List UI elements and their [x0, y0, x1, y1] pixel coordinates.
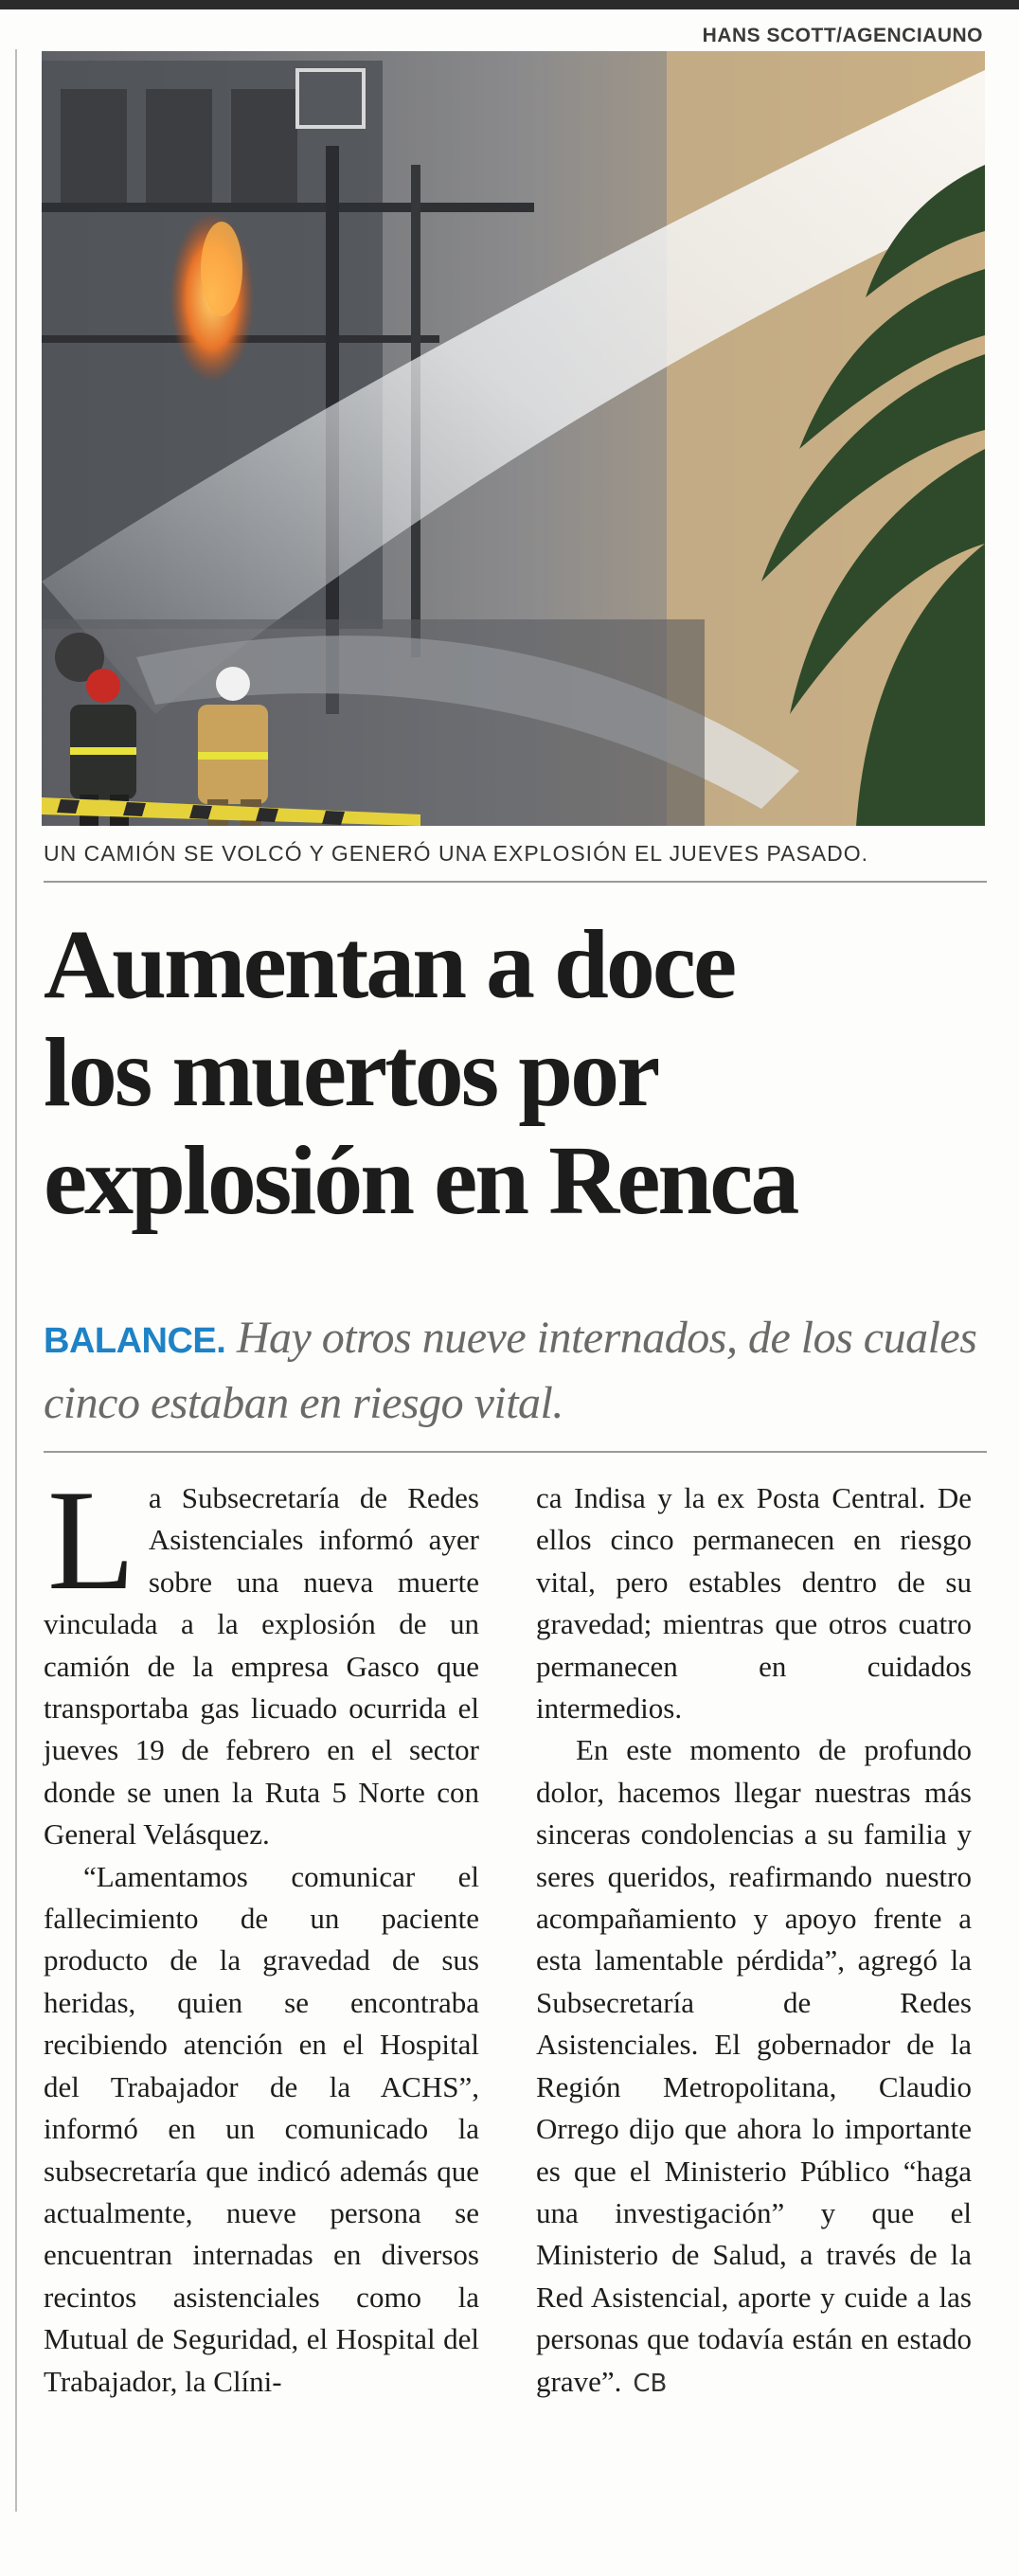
paragraph-text: En este momento de profundo dolor, hacemos llegar nuestras más sinceras condolencias a su familia y seres queridos, reafirmando nuestro acompañamiento y apoyo frente a esta lamentable pérdida”, agregó la Subsecretaría de Redes Asistenciales. El gobernador de la Región Metropolitana, Claudio Orrego dijo que ahora lo importante es que el Ministerio Público “haga una investigación” y que el Ministerio de Salud, a través de la Red Asistencial, aporte y cuide a las personas que todavía están en estado grave”. — [536, 1733, 972, 2398]
headline — [44, 911, 991, 1235]
deck-kicker: BALANCE. — [44, 1321, 226, 1361]
paragraph: “Lamentamos comunicar el fallecimiento de un paciente producto de la gravedad de sus heridas, quien se encontraba recibiendo atención en el Hospital del Trabajador de la ACHS”, informó en un comunicado la subsecretaría que indicó además que actualmente, nueve persona se encuentran internadas en diversos recintos asistenciales como la Mutual de Seguridad, el Hospital del Trabajador, la Clíni- — [44, 1859, 479, 2398]
paragraph-text: a Subsecretaría de Redes Asistenciales informó ayer sobre una nueva muerte vinculada a la explosión de un camión de la empresa Gasco que transportaba gas licuado ocurrida el jueves 19 de febrero en el sector donde se unen la Ruta 5 Norte con General Velásquez. — [44, 1481, 479, 1852]
photo-caption: UN CAMIÓN SE VOLCÓ Y GENERÓ UNA EXPLOSIÓN EL JUEVES PASADO. — [44, 841, 869, 866]
headline-line: los muertos por — [44, 1018, 658, 1127]
article-column-1 — [44, 1460, 479, 2403]
end-mark-icon: CB — [633, 2369, 668, 2398]
top-rule — [0, 0, 1019, 9]
paragraph — [536, 1729, 972, 2405]
left-column-rule — [15, 49, 17, 2512]
deck-text: Hay otros nueve internados, de los cuales cinco estaban en riesgo vital. — [44, 1313, 977, 1428]
headline-line: explosión en Renca — [44, 1126, 797, 1235]
article-column-2 — [536, 1477, 972, 2405]
deck-divider — [44, 1451, 987, 1453]
paragraph-continued: ca Indisa y la ex Posta Central. De ellos cinco permanecen en riesgo vital, pero estables dentro de su gravedad; mientras que otros cuatro permanecen en cuidados intermedios. — [536, 1481, 972, 1726]
paragraph — [44, 1460, 479, 1856]
article-photo — [42, 51, 985, 826]
caption-divider — [44, 881, 987, 883]
deck — [44, 1307, 991, 1435]
headline-line: Aumentan a doce — [44, 910, 735, 1019]
drop-cap: L — [47, 1460, 135, 1619]
photo-credit: HANS SCOTT/AGENCIAUNO — [702, 25, 983, 46]
